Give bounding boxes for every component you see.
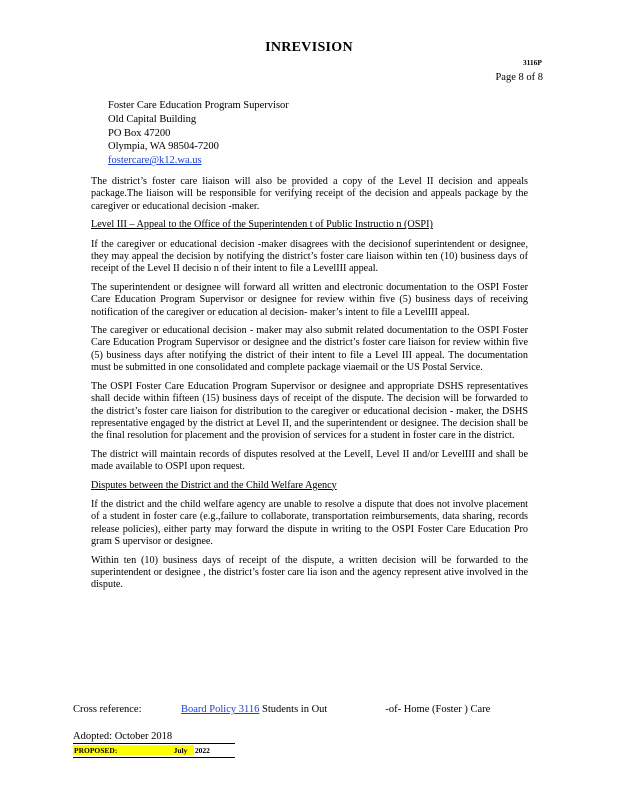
level3-paragraph: The caregiver or educational decision - maker may also submit related documentation to the OSPI Foster Care Education Program Supervisor or designee and the district’s foster care liaison for review within five (5) business days after notifying the district of their intent to file a Level III appeal. The documentation must be submitted in one consolidated and complete package viaemail or the US Postal Service. [91,325,528,374]
cross-reference [73,704,533,715]
divider [73,757,235,758]
disputes-paragraph: Within ten (10) business days of receipt of the dispute, a written decision will be forwarded to the superintendent or designee , the district’s foster care lia ison and the agency represent ative involved in the dispute. [91,554,528,591]
level3-paragraph: The district will maintain records of disputes resolved at the LevelI, Level II and/or LevelIII and shall be made available to OSPI upon request. [91,448,528,473]
policy-number: 3116P [522,58,542,67]
address-line: Old Capital Building [108,113,197,125]
disputes-paragraph: If the district and the child welfare agency are unable to resolve a dispute that does not involve placement of a student in foster care (e.g.,failure to collaborate, transportation reimbursements, data sharing, records release policies), either party may forward the dispute in writing to the OSPI Foster Care Education Pro gram S upervisor or designee. [91,498,528,548]
document-body [91,176,528,598]
proposed-year: 2022 [194,746,210,755]
address-block [108,99,289,168]
level3-heading: Level III – Appeal to the Office of the Superintenden t of Public Instructio n (OSPI) [91,219,433,231]
proposed-label: PROPOSED: [74,746,118,755]
proposed-date [73,745,210,755]
adopted-date: Adopted: October 2018 [73,731,235,744]
intro-paragraph: The district’s foster care liaison will also be provided a copy of the Level II decision and appeals package.The liaison will be responsible for verifying receipt of the decision and appeals package by the caregiver or educational decision -maker. [91,176,528,212]
level3-paragraph: The OSPI Foster Care Education Program Supervisor or designee and appropriate DSHS representatives shall decide within fifteen (15) business days of receipt of the dispute. The decision will be forwarded to the district’s foster care liaison for distribution to the caregiver or educational decision - maker, the DSHS representative engaged by the district at Level II, and the superintendent or designee. The decision shall be the final resolution for placement and the provision of services for a student in foster care in the district. [91,380,528,442]
level3-paragraph: The superintendent or designee will forward all written and electronic documentation to the OSPI Foster Care Education Program Supervisor or designee for review within five (5) business days of receiving notification of the caregiver or education al decision- maker’s intent to file a LevelIII appeal. [91,281,528,318]
address-line: Olympia, WA 98504-7200 [108,141,219,153]
cross-reference-title: Students in Out [261,704,328,715]
cross-reference-label: Cross reference: [73,704,142,715]
page-number: Page 8 of 8 [495,72,543,83]
address-line: PO Box 47200 [108,127,171,139]
proposed-month: July [173,746,188,755]
disputes-heading: Disputes between the District and the Child Welfare Agency [91,479,337,491]
level3-paragraph: If the caregiver or educational decision -maker disagrees with the decisionof superintendent or designee, they may appeal the decision by notifying the district’s foster care liaison within ten (10) business days of receipt of the Level II decisio n of their intent to file a LevelIII appeal. [91,238,528,275]
email-link[interactable]: fostercare@k12.wa.us [108,155,202,167]
address-line: Foster Care Education Program Supervisor [108,100,289,111]
revision-title: INREVISION [265,40,353,55]
board-policy-link[interactable]: Board Policy 3116 [181,704,260,715]
cross-reference-title-rest: -of- Home (Foster ) Care [385,704,491,715]
